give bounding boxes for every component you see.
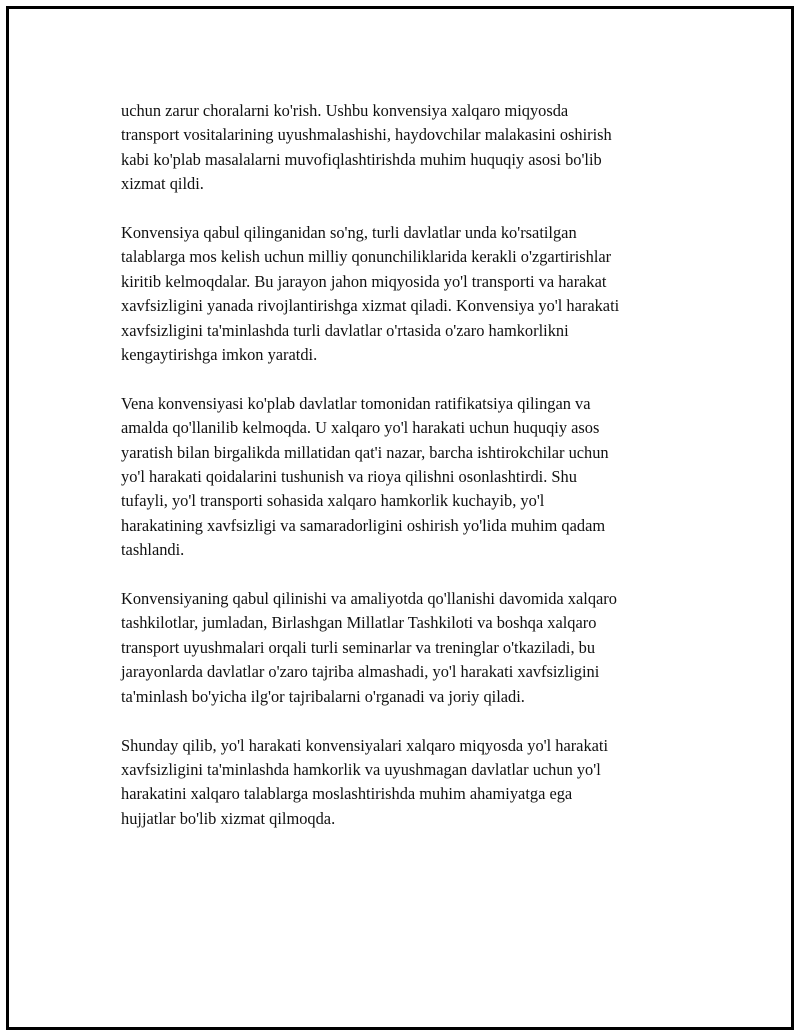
text-line: jarayonlarda davlatlar o'zaro tajriba almashadi, yo'l harakati xavfsizligini	[121, 662, 600, 682]
text-line: talablarga mos kelish uchun milliy qonunchiliklarida kerakli o'zgartirishlar	[121, 247, 612, 267]
text-line: transport uyushmalari orqali turli seminarlar va treninglar o'tkaziladi, bu	[121, 637, 596, 657]
text-line: xavfsizligini yanada rivojlantirishga xizmat qiladi. Konvensiya yo'l harakati	[121, 296, 620, 316]
text-line: hujjatlar bo'lib xizmat qilmoqda.	[121, 808, 336, 828]
paragraph-4	[121, 587, 691, 709]
paragraph-1	[121, 99, 691, 197]
paragraph-5	[121, 734, 691, 832]
text-line: yo'l harakati qoidalarini tushunish va rioya qilishni osonlashtirdi. Shu	[121, 467, 577, 487]
text-line: Vena konvensiyasi ko'plab davlatlar tomonidan ratifikatsiya qilingan va	[121, 393, 591, 413]
text-line: transport vositalarining uyushmalashishi, haydovchilar malakasini oshirish	[121, 125, 612, 145]
text-line: Shunday qilib, yo'l harakati konvensiyalari xalqaro miqyosda yo'l harakati	[121, 735, 609, 755]
text-line: xavfsizligini ta'minlashda turli davlatlar o'rtasida o'zaro hamkorlikni	[121, 320, 569, 340]
text-line: kengaytirishga imkon yaratdi.	[121, 345, 318, 365]
paragraph-3	[121, 392, 691, 563]
text-line: Konvensiyaning qabul qilinishi va amaliyotda qo'llanishi davomida xalqaro	[121, 589, 617, 609]
text-line: uchun zarur choralarni ko'rish. Ushbu konvensiya xalqaro miqyosda	[121, 101, 569, 120]
text-line: Konvensiya qabul qilinganidan so'ng, turli davlatlar unda ko'rsatilgan	[121, 223, 577, 243]
text-line: harakatining xavfsizligi va samaradorligini oshirish yo'lida muhim qadam	[121, 515, 606, 535]
text-line: kiritib kelmoqdalar. Bu jarayon jahon miqyosida yo'l transporti va harakat	[121, 271, 607, 291]
text-line: tashlandi.	[121, 540, 185, 560]
text-line: tufayli, yo'l transporti sohasida xalqaro hamkorlik kuchayib, yo'l	[121, 491, 545, 511]
text-line: tashkilotlar, jumladan, Birlashgan Millatlar Tashkiloti va boshqa xalqaro	[121, 613, 597, 633]
text-line: yaratish bilan birgalikda millatidan qat'i nazar, barcha ishtirokchilar uchun	[121, 442, 609, 462]
text-line: harakatini xalqaro talablarga moslashtirishda muhim ahamiyatga ega	[121, 784, 573, 804]
text-line: xizmat qildi.	[121, 174, 204, 194]
paragraph-2	[121, 221, 691, 367]
text-line: kabi ko'plab masalalarni muvofiqlashtirishda muhim huquqiy asosi bo'lib	[121, 149, 602, 169]
document-body	[121, 99, 691, 856]
text-line: amalda qo'llanilib kelmoqda. U xalqaro yo'l harakati uchun huquqiy asos	[121, 418, 600, 438]
text-line: xavfsizligini ta'minlashda hamkorlik va uyushmagan davlatlar uchun yo'l	[121, 759, 601, 779]
document-page	[6, 6, 794, 1030]
text-line: ta'minlash bo'yicha ilg'or tajribalarni o'rganadi va joriy qiladi.	[121, 686, 525, 706]
